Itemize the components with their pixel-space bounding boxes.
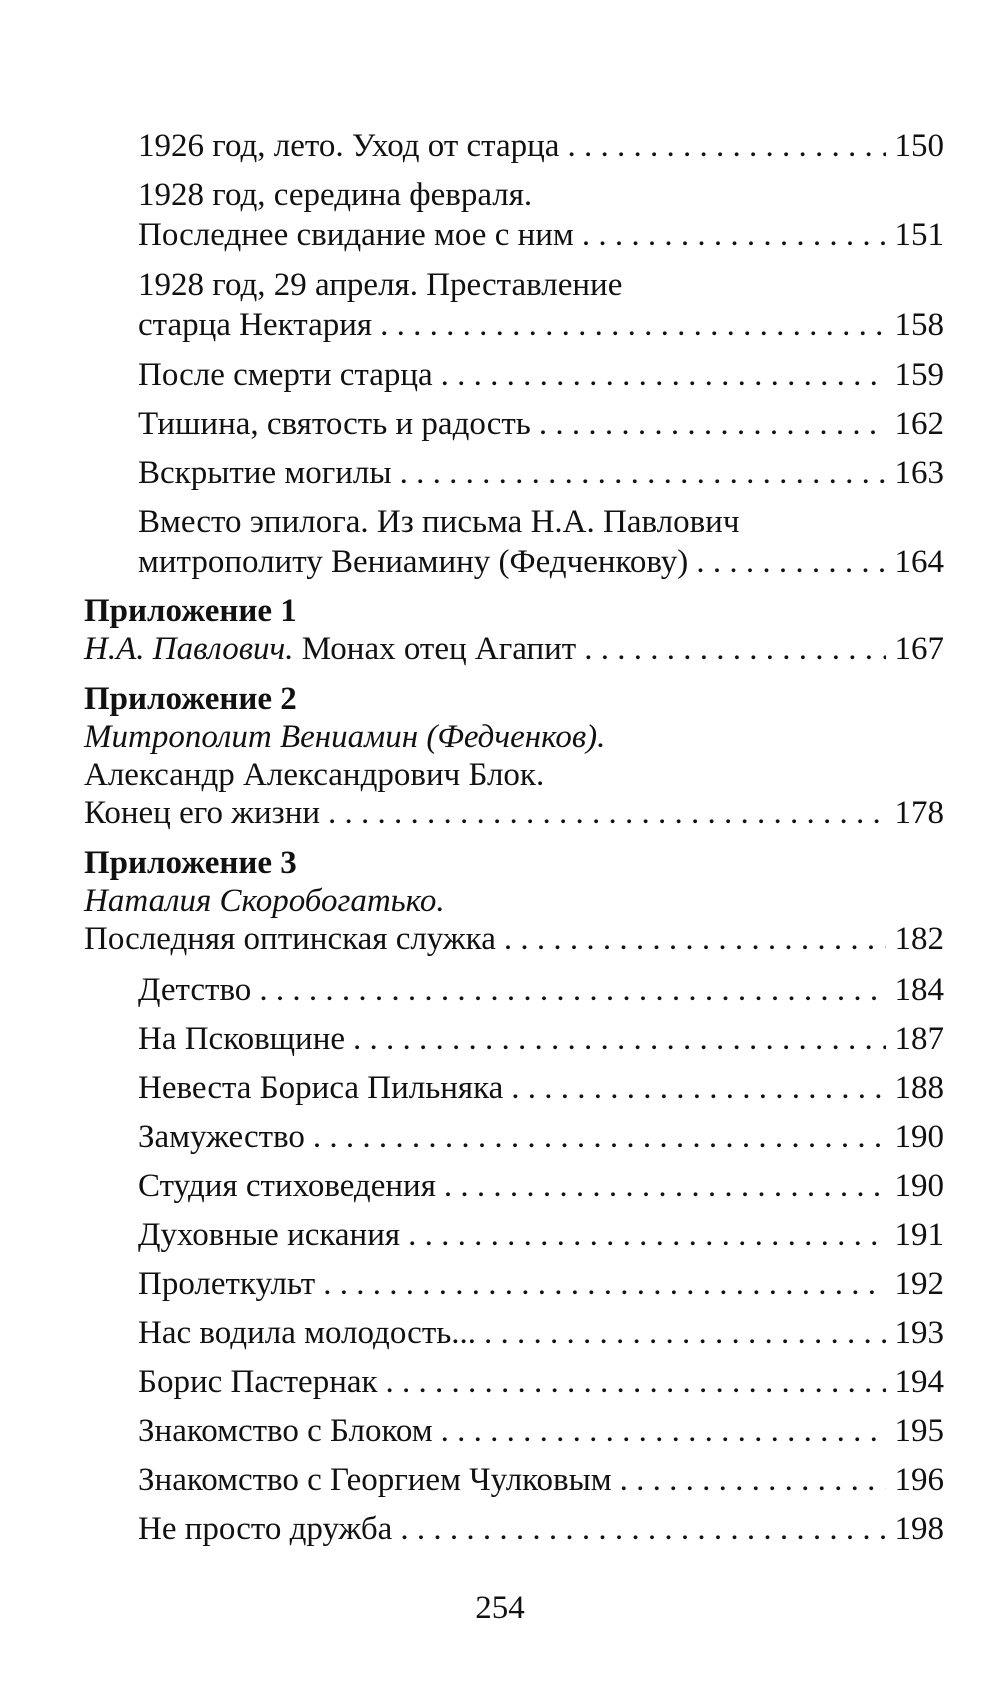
toc-entry — [84, 1068, 944, 1108]
toc-row — [138, 1509, 944, 1549]
page-ref: 191 — [894, 1217, 944, 1253]
toc-row — [138, 305, 944, 345]
dot-leader — [584, 630, 886, 668]
toc-entry — [84, 355, 944, 395]
toc-entry — [84, 1411, 944, 1451]
appendix-author: Наталия Скоробогатько. — [84, 883, 445, 919]
page-ref: 164 — [894, 544, 944, 580]
toc-row — [138, 1313, 944, 1353]
toc-row — [138, 542, 944, 582]
toc-entry — [84, 502, 944, 582]
toc-row — [138, 1460, 944, 1500]
appendix-2 — [84, 680, 944, 832]
entry-title: Детство — [138, 972, 252, 1008]
toc-entry — [84, 453, 944, 493]
page-ref: 193 — [894, 1315, 944, 1351]
entry-title: Невеста Бориса Пильняка — [138, 1070, 504, 1106]
dot-leader — [441, 355, 886, 395]
page-ref: 162 — [894, 406, 944, 442]
page-ref: 182 — [894, 921, 944, 957]
toc-row — [138, 1166, 944, 1206]
page-ref: 198 — [894, 1511, 944, 1547]
toc-entry — [84, 175, 944, 255]
entry-title: старца Нектария — [138, 307, 373, 343]
page-ref: 190 — [894, 1119, 944, 1155]
toc-row — [138, 1411, 944, 1451]
page-ref: 167 — [894, 631, 944, 667]
entry-title: Студия стиховедения — [138, 1168, 436, 1204]
toc-row — [138, 453, 944, 493]
entry-title: Замужество — [138, 1119, 305, 1155]
toc-entry — [84, 126, 944, 166]
page-number: 254 — [475, 1590, 525, 1626]
page-ref: 192 — [894, 1266, 944, 1302]
dot-leader — [620, 1460, 886, 1500]
page-ref: 196 — [894, 1462, 944, 1498]
toc-entry — [84, 1313, 944, 1353]
dot-leader — [380, 305, 886, 345]
entry-title: митрополиту Вениамину (Федченкову) — [138, 544, 689, 580]
toc-row — [138, 970, 944, 1010]
appendix-title: Конец его жизни — [84, 795, 321, 831]
toc-entry — [84, 1019, 944, 1059]
entry-title: После смерти старца — [138, 357, 433, 393]
entry-title — [84, 630, 576, 668]
entry-title: На Псковщине — [138, 1021, 346, 1057]
dot-leader — [259, 970, 886, 1010]
dot-leader — [567, 126, 886, 166]
appendix-heading: Приложение 3 — [84, 845, 297, 881]
toc-entry — [84, 1117, 944, 1157]
entry-title-line: 1928 год, 29 апреля. Преставление — [138, 267, 623, 303]
toc-row — [138, 404, 944, 444]
toc-row — [84, 794, 944, 832]
page-ref: 158 — [894, 307, 944, 343]
toc-row — [138, 1215, 944, 1255]
entry-title: Знакомство с Блоком — [138, 1413, 433, 1449]
entry-title: Знакомство с Георгием Чулковым — [138, 1462, 612, 1498]
entry-title-line: Вместо эпилога. Из письма Н.А. Павлович — [138, 504, 740, 540]
page-ref: 159 — [894, 357, 944, 393]
dot-leader — [511, 1068, 886, 1108]
toc-row — [84, 920, 944, 958]
table-of-contents — [84, 126, 944, 1558]
dot-leader — [400, 453, 886, 493]
dot-leader — [696, 542, 886, 582]
appendix-3 — [84, 844, 944, 958]
toc-entry — [84, 1166, 944, 1206]
dot-leader — [313, 1117, 886, 1157]
dot-leader — [582, 215, 886, 255]
toc-entry — [84, 1362, 944, 1402]
page-ref: 150 — [894, 128, 944, 164]
toc-entry — [84, 970, 944, 1010]
dot-leader — [323, 1264, 886, 1304]
dot-leader — [504, 920, 886, 958]
appendix-title-line: Александр Александрович Блок. — [84, 757, 545, 793]
page-ref: 188 — [894, 1070, 944, 1106]
page-ref: 194 — [894, 1364, 944, 1400]
page-ref: 195 — [894, 1413, 944, 1449]
dot-leader — [444, 1166, 886, 1206]
appendix-heading: Приложение 2 — [84, 681, 297, 717]
toc-row — [138, 1264, 944, 1304]
toc-row — [138, 355, 944, 395]
entry-title: Тишина, святость и радость — [138, 406, 531, 442]
entry-title: Духовные искания — [138, 1217, 401, 1253]
page-ref: 187 — [894, 1021, 944, 1057]
dot-leader — [328, 794, 886, 832]
toc-entry — [84, 1460, 944, 1500]
page-ref: 178 — [894, 795, 944, 831]
dot-leader — [484, 1313, 886, 1353]
entry-title: Пролеткульт — [138, 1266, 316, 1302]
entry-title: Последнее свидание мое с ним — [138, 217, 574, 253]
page-ref: 184 — [894, 972, 944, 1008]
dot-leader — [408, 1215, 886, 1255]
appendix-title: Монах отец Агапит — [301, 631, 577, 667]
toc-entry — [84, 1264, 944, 1304]
appendix-1 — [84, 592, 944, 668]
toc-row — [138, 126, 944, 166]
appendix-author: Н.А. Павлович. — [84, 631, 294, 667]
dot-leader — [400, 1509, 886, 1549]
page-ref: 190 — [894, 1168, 944, 1204]
toc-row — [138, 1068, 944, 1108]
entry-title: Вскрытие могилы — [138, 455, 392, 491]
dot-leader — [353, 1019, 886, 1059]
toc-row — [138, 1362, 944, 1402]
toc-row — [138, 215, 944, 255]
appendix-title: Последняя оптинская служка — [84, 921, 496, 957]
toc-row — [138, 1117, 944, 1157]
entry-title-line: 1928 год, середина февраля. — [138, 177, 533, 213]
toc-entry — [84, 1215, 944, 1255]
dot-leader — [539, 404, 886, 444]
entry-title: Борис Пастернак — [138, 1364, 378, 1400]
dot-leader — [386, 1362, 886, 1402]
page-ref: 151 — [894, 217, 944, 253]
entry-title: Нас водила молодость... — [138, 1315, 477, 1351]
toc-row — [84, 630, 944, 668]
entry-title: Не просто дружба — [138, 1511, 393, 1547]
appendix-heading: Приложение 1 — [84, 593, 297, 629]
toc-entry — [84, 265, 944, 345]
page-ref: 163 — [894, 455, 944, 491]
appendix-author: Митрополит Вениамин (Федченков). — [84, 719, 606, 755]
entry-title: 1926 год, лето. Уход от старца — [138, 128, 560, 164]
toc-entry — [84, 404, 944, 444]
toc-entry — [84, 1509, 944, 1549]
toc-row — [138, 1019, 944, 1059]
dot-leader — [441, 1411, 886, 1451]
